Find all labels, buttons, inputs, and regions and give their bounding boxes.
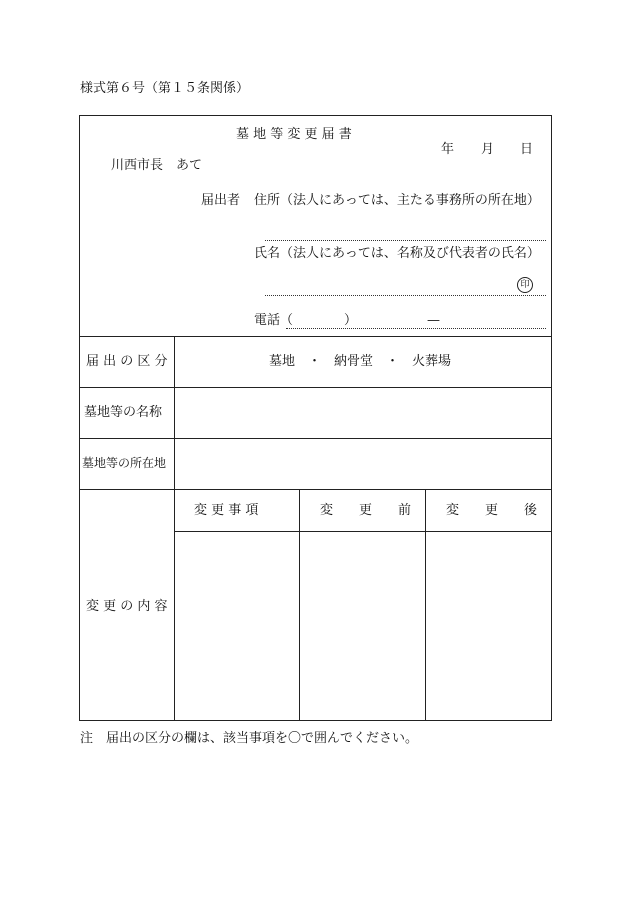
change-after-header: 変 更 後	[446, 503, 538, 518]
cemetery-name-label: 墓地等の名称	[84, 405, 163, 420]
category-label: 届 出 の 区 分	[86, 354, 168, 369]
name-label: 氏名（法人にあっては、名称及び代表者の氏名）	[254, 246, 540, 261]
footnote: 注 届出の区分の欄は、該当事項を〇で囲んでください。	[80, 731, 419, 746]
form-title: 墓 地 等 変 更 届 書	[236, 127, 352, 142]
cemetery-location-label: 墓地等の所在地	[82, 456, 167, 470]
change-item-header: 変 更 事 項	[194, 503, 259, 518]
cemetery-location-field[interactable]	[175, 439, 551, 488]
address-field[interactable]	[265, 240, 546, 241]
address-label: 住所（法人にあっては、主たる事務所の所在地）	[254, 193, 540, 208]
phone-label: 電話（	[254, 313, 294, 328]
change-before-field[interactable]	[300, 532, 424, 720]
change-item-field[interactable]	[175, 532, 298, 720]
change-contents-label: 変 更 の 内 容	[86, 599, 168, 614]
row-divider	[79, 336, 552, 337]
date-year: 年	[441, 142, 455, 157]
row-divider	[79, 489, 552, 490]
name-field[interactable]	[265, 295, 546, 296]
phone-field[interactable]	[286, 328, 546, 329]
phone-close: ）	[344, 313, 358, 328]
seal-mark: 印	[517, 277, 533, 293]
change-before-header: 変 更 前	[320, 503, 412, 518]
change-after-field[interactable]	[426, 532, 551, 720]
date-month: 月	[481, 142, 495, 157]
notifier-label: 届出者	[201, 193, 241, 208]
category-options[interactable]: 墓地 ・ 納骨堂 ・ 火葬場	[269, 354, 452, 369]
cemetery-name-field[interactable]	[175, 388, 551, 437]
form-number: 様式第６号（第１５条関係）	[80, 81, 250, 96]
phone-dash: —	[427, 313, 440, 328]
addressee: 川西市長 あて	[111, 158, 203, 173]
date-day: 日	[520, 142, 534, 157]
